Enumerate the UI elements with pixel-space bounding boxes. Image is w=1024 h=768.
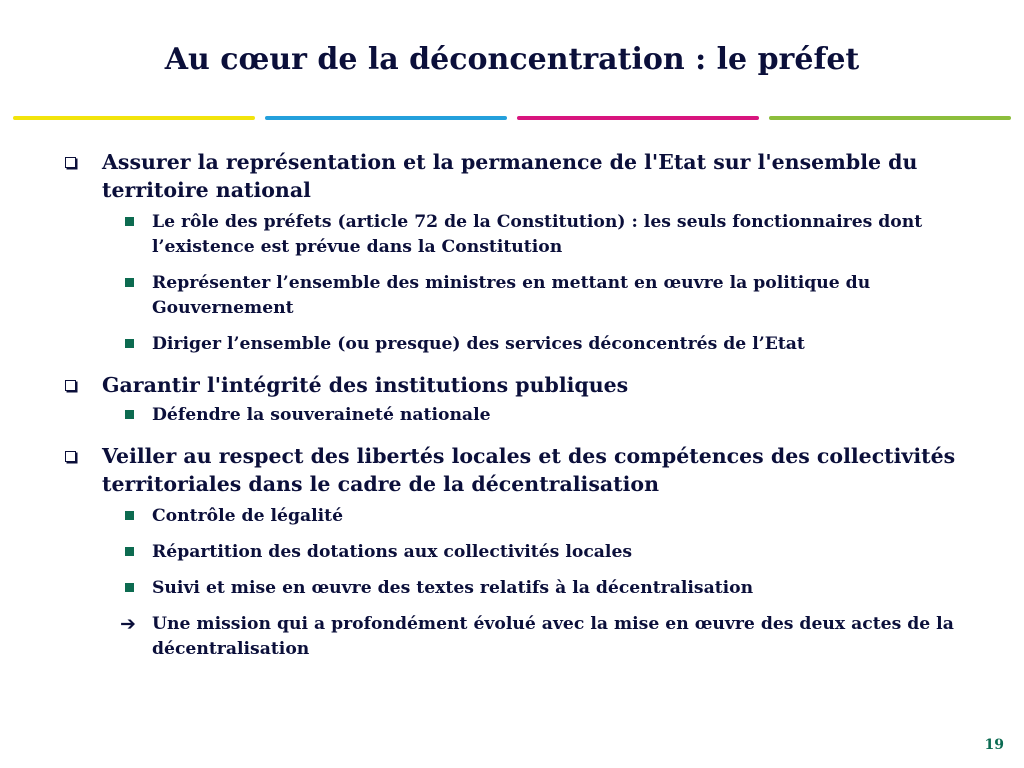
sub-bullet-text: Suivi et mise en œuvre des textes relatifs à la décentralisation [152,578,754,598]
sub-bullet [58,576,998,601]
hollow-square-bullet-icon [65,451,76,462]
yellow-bar [13,116,255,120]
sub-bullet-list [58,210,998,357]
filled-square-bullet-icon [125,217,134,226]
page-number: 19 [984,737,1004,753]
hollow-square-bullet-icon [65,157,76,168]
sub-bullet [58,403,998,428]
sub-bullet [58,332,998,357]
sub-bullet-list [58,403,998,428]
filled-square-bullet-icon [125,278,134,287]
sub-bullet-text: Le rôle des préfets (article 72 de la Constitution) : les seuls fonctionnaires dont l’existence est prévue dans la Constitution [152,212,923,257]
sub-bullet [58,271,998,321]
sub-bullet-list [58,504,998,662]
sub-bullet-text: Représenter l’ensemble des ministres en mettant en œuvre la politique du Gouvernement [152,273,871,318]
green-bar [769,116,1011,120]
slide-content [58,148,998,662]
hollow-square-bullet-icon [65,380,76,391]
blue-bar [265,116,507,120]
conclusion-bullet [58,612,998,662]
sub-bullet [58,210,998,260]
filled-square-bullet-icon [125,511,134,520]
sub-bullet-text: Diriger l’ensemble (ou presque) des services déconcentrés de l’Etat [152,334,805,354]
main-bullet [58,442,998,498]
color-bar-divider [13,116,1011,121]
sub-bullet-text: Contrôle de légalité [152,506,344,526]
main-bullet [58,148,998,204]
pink-bar [517,116,759,120]
filled-square-bullet-icon [125,583,134,592]
main-bullet-text: Assurer la représentation et la permanence de l'Etat sur l'ensemble du territoire national [102,150,918,202]
sub-bullet-text: Répartition des dotations aux collectivités locales [152,542,633,562]
main-bullet-text: Garantir l'intégrité des institutions publiques [102,373,629,397]
sub-bullet-text: Défendre la souveraineté nationale [152,405,491,425]
sub-bullet [58,504,998,529]
slide-title: Au cœur de la déconcentration : le préfet [164,42,860,77]
filled-square-bullet-icon [125,547,134,556]
filled-square-bullet-icon [125,410,134,419]
main-bullet [58,371,998,399]
main-bullet-text: Veiller au respect des libertés locales et des compétences des collectivités territoriales dans le cadre de la décentralisation [102,444,956,496]
arrow-right-icon: ➔ [120,613,136,635]
filled-square-bullet-icon [125,339,134,348]
conclusion-text: Une mission qui a profondément évolué avec la mise en œuvre des deux actes de la décentralisation [152,614,954,659]
sub-bullet [58,540,998,565]
